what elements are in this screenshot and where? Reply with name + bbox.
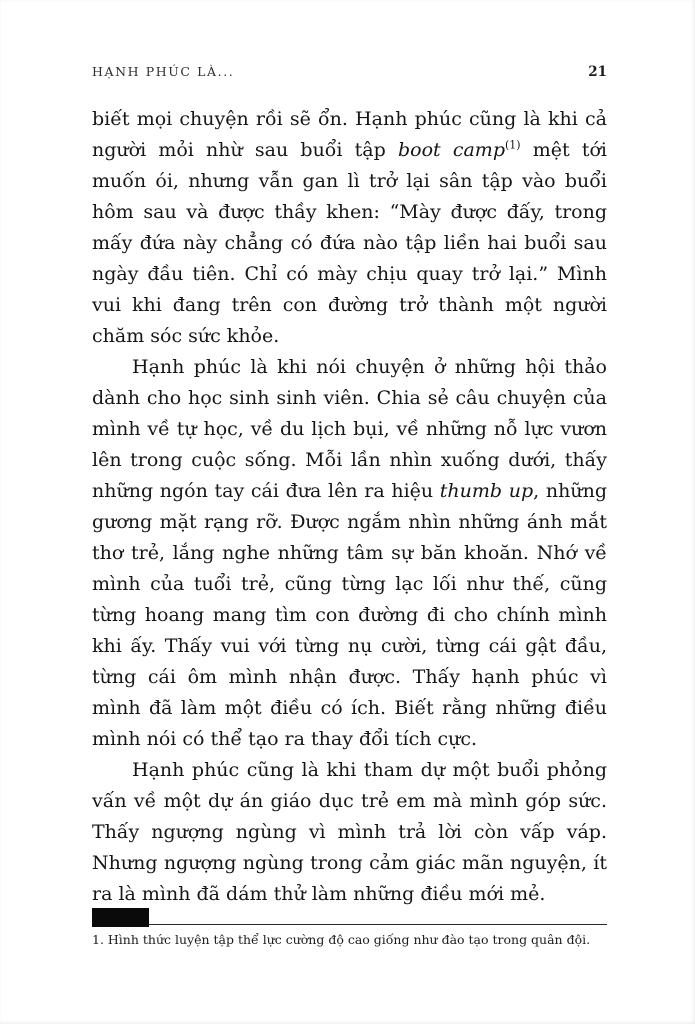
page-header: [92, 64, 607, 80]
italic-term-thumb-up: thumb up: [439, 480, 534, 502]
paragraph-3: [92, 755, 607, 910]
page-footer: [92, 906, 607, 949]
page-number: 21: [588, 64, 607, 80]
running-title: HẠNH PHÚC LÀ...: [92, 64, 235, 79]
footnote-text: 1. Hình thức luyện tập thể lực cường độ cao giống như đào tạo trong quân đội.: [92, 932, 591, 947]
footnote-rule: [92, 924, 607, 925]
text-run: biết mọi chuyện rồi sẽ ổn. Hạnh phúc cũng là khi cả người mỏi nhừ sau buổi tập: [92, 108, 607, 161]
paragraph-2: [92, 352, 607, 755]
text-run: mệt tới muốn ói, nhưng vẫn gan lì trở lại sân tập vào buổi hôm sau và được thầy khen: “Mày được đấy, trong mấy đứa này chẳng có đứa nào tập liền hai buổi sau ngày đầu tiên. Chỉ có mày chịu quay trở lại.” Mình vui khi đang trên con đường trở thành một người chăm sóc sức khỏe.: [92, 139, 607, 347]
italic-term-boot-camp: boot camp: [397, 139, 505, 161]
print-artifact-bar: [92, 908, 149, 927]
body-text: [92, 104, 607, 910]
paragraph-1: [92, 104, 607, 352]
text-run: Hạnh phúc cũng là khi tham dự một buổi phỏng vấn về một dự án giáo dục trẻ em mà mình góp sức. Thấy ngượng ngùng vì mình trả lời còn vấp váp. Nhưng ngượng ngùng trong cảm giác mãn nguyện, ít ra là mình đã dám thử làm những điều mới mẻ.: [92, 759, 607, 905]
text-run: Hạnh phúc là khi nói chuyện ở những hội thảo dành cho học sinh sinh viên. Chia sẻ câu chuyện của mình về tự học, về du lịch bụi, về những nỗ lực vươn lên trong cuộc sống. Mỗi lần nhìn xuống dưới, thấy những ngón tay cái đưa lên ra hiệu: [92, 356, 607, 502]
footnote-marker: (1): [504, 138, 521, 152]
text-run: , những gương mặt rạng rỡ. Được ngắm nhìn những ánh mắt thơ trẻ, lắng nghe những tâm sự băn khoăn. Nhớ về mình của tuổi trẻ, cũng từng lạc lối như thế, cũng từng hoang mang tìm con đường đi cho chính mình khi ấy. Thấy vui với từng nụ cười, từng cái gật đầu, từng cái ôm mình nhận được. Thấy hạnh phúc vì mình đã làm một điều có ích. Biết rằng những điều mình nói có thể tạo ra thay đổi tích cực.: [92, 480, 607, 750]
